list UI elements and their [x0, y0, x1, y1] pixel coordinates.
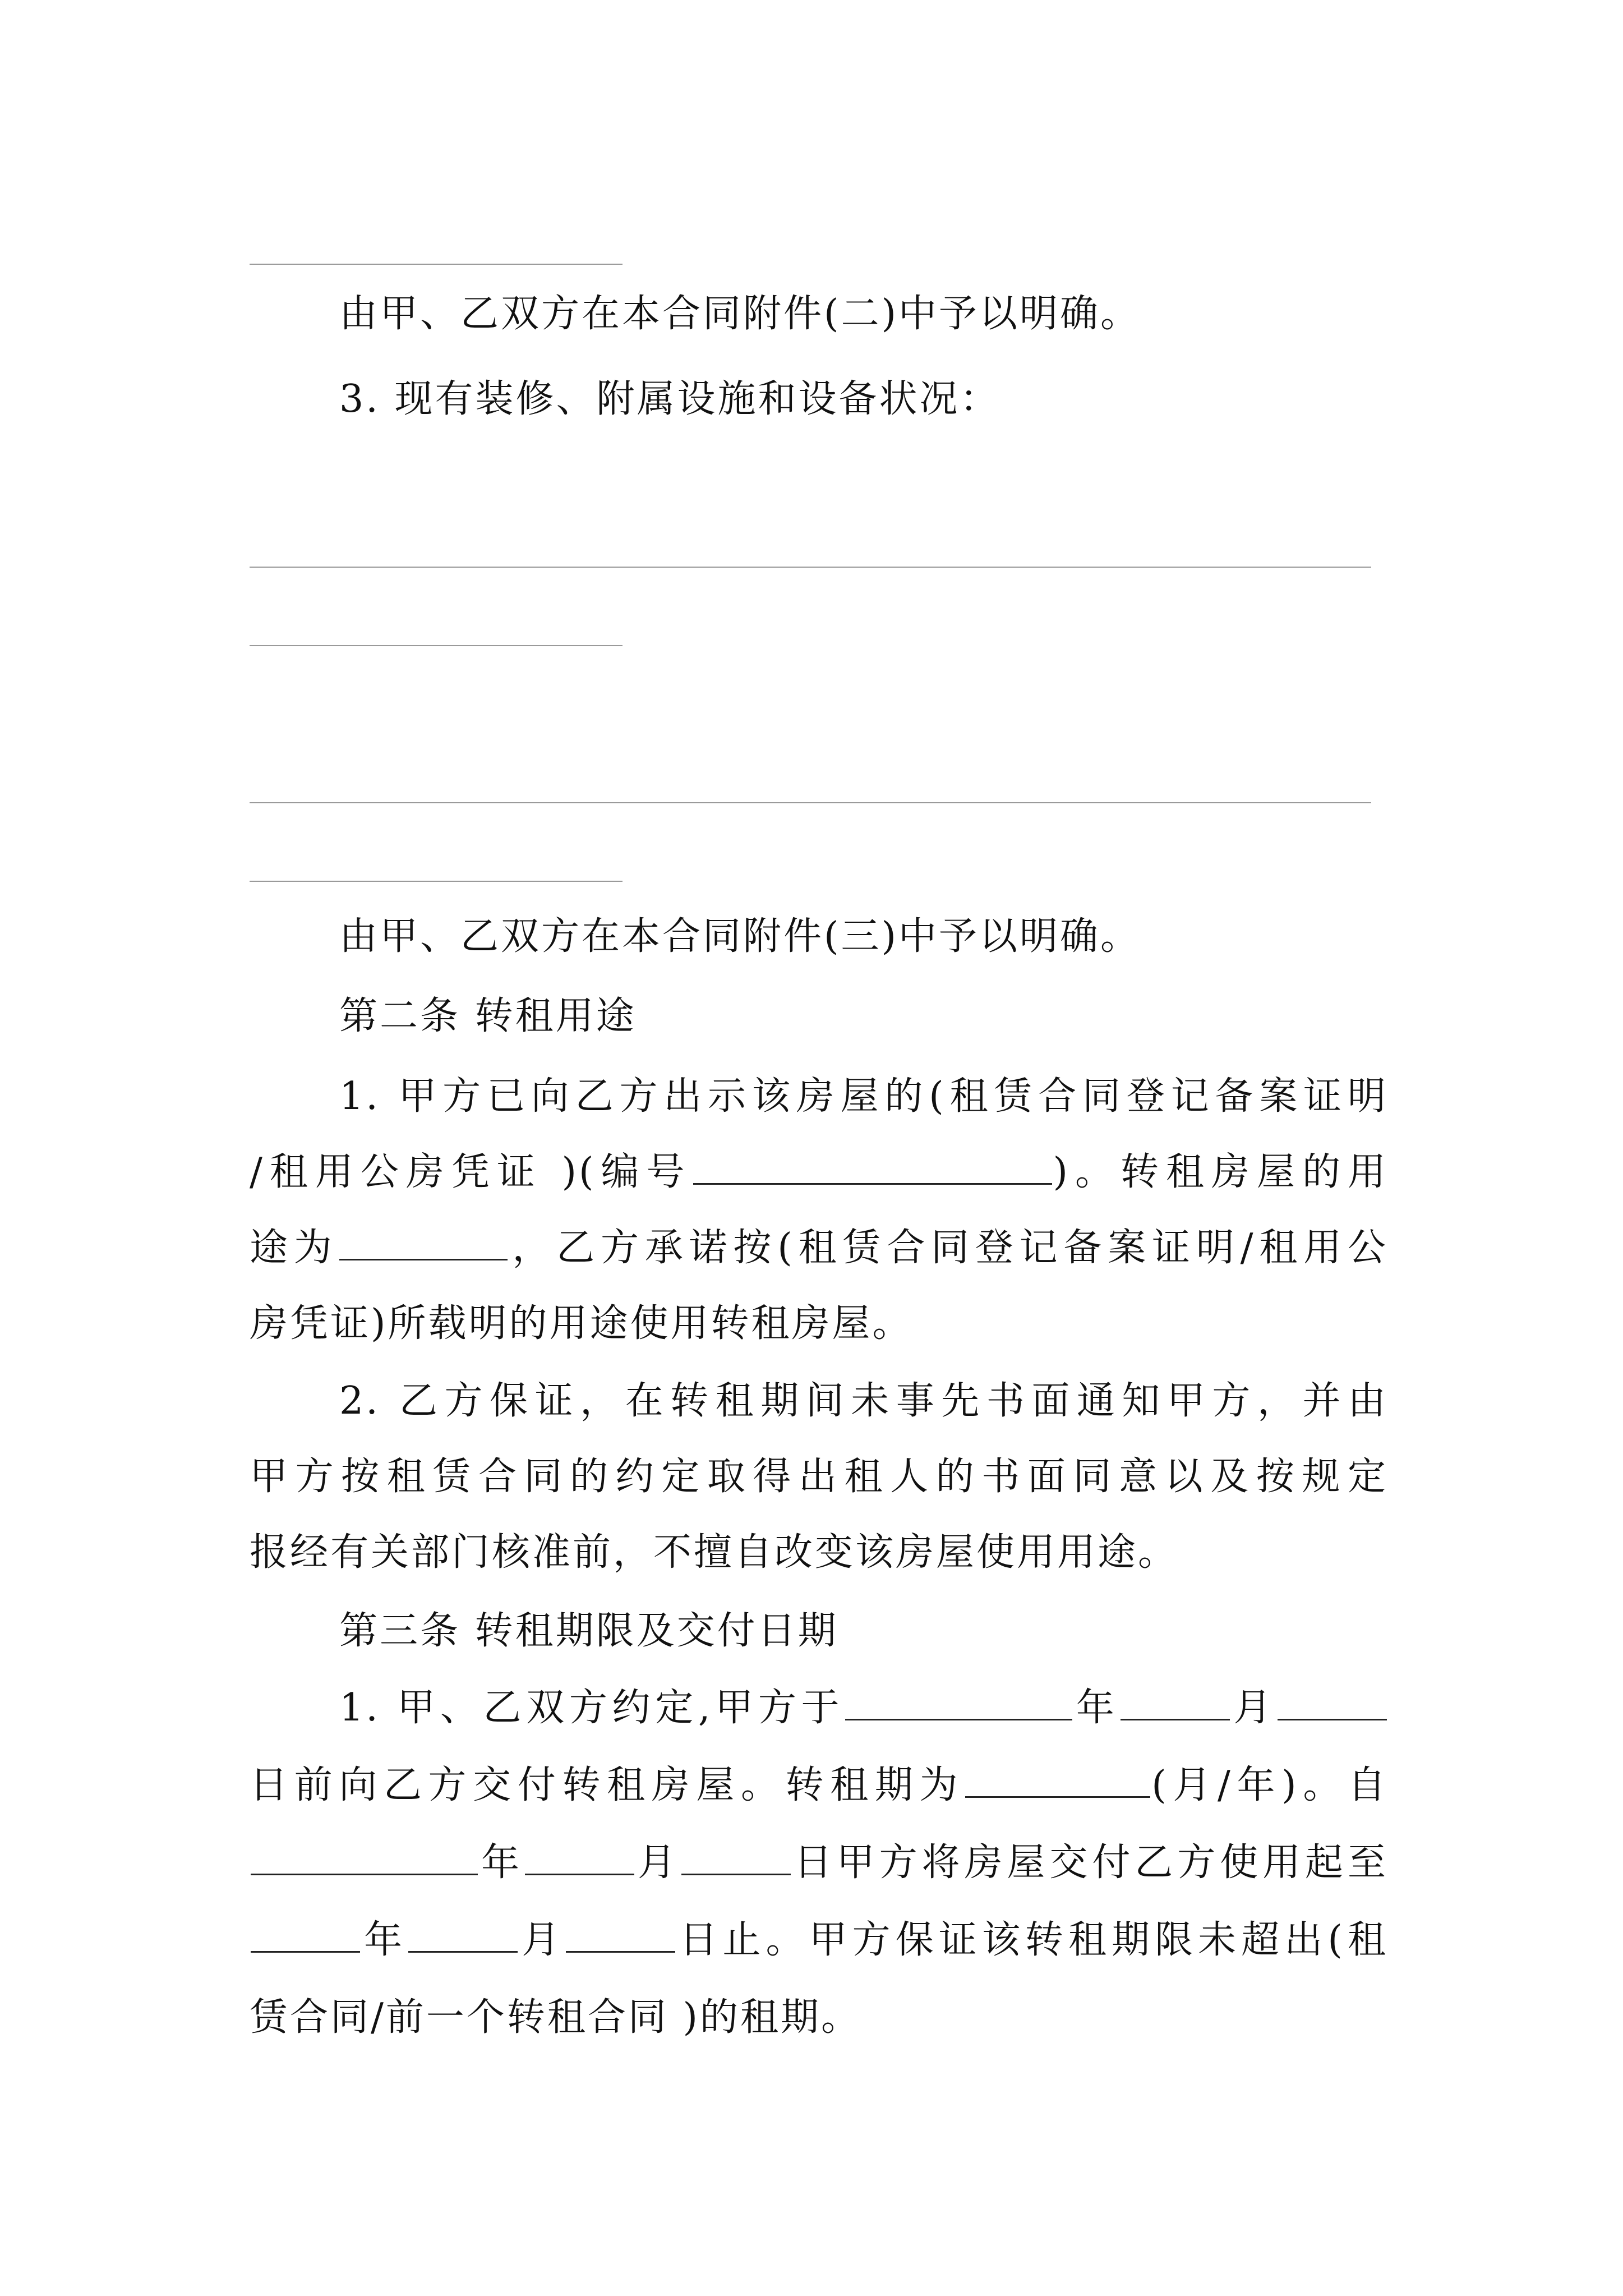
paragraph-line [250, 1763, 1388, 1808]
paragraph-text: 2. 乙方保证，在转租期间未事先书面通知甲方，并由 [339, 1379, 1388, 1423]
month-label: 月 [635, 1841, 680, 1885]
paragraph-text: (月/年)。自 [1151, 1763, 1388, 1807]
fill-in-line [250, 881, 623, 882]
paragraph-text: 3. 现有装修、附属设施和设备状况： [339, 377, 1000, 421]
fill-in-line [250, 567, 1371, 568]
paragraph-text: 房凭证)所载明的用途使用转租房屋。 [250, 1301, 913, 1346]
paragraph-text: 1. 甲、乙双方约定,甲方于 [339, 1686, 845, 1730]
blank-day[interactable] [681, 1841, 791, 1875]
article-heading [339, 1609, 1388, 1654]
paragraph-line [250, 1841, 1388, 1885]
paragraph-text: 赁合同/前一个转租合同 )的租期。 [250, 1995, 862, 2040]
paragraph-text: )。转租房屋的用 [1053, 1150, 1388, 1194]
blank-year[interactable] [251, 1841, 478, 1875]
year-label: 年 [1073, 1686, 1119, 1730]
blank-year[interactable] [845, 1686, 1072, 1720]
paragraph-line [250, 1530, 1388, 1575]
paragraph-text: 1. 甲方已向乙方出示该房屋的(租赁合同登记备案证明 [339, 1074, 1388, 1119]
paragraph-text: 甲方按租赁合同的约定取得出租人的书面同意以及按规定 [250, 1455, 1388, 1499]
paragraph-line [339, 1686, 1388, 1731]
blank-field[interactable] [339, 1226, 508, 1260]
fill-in-line [250, 645, 623, 646]
blank-day[interactable] [1278, 1686, 1387, 1720]
blank-month[interactable] [408, 1918, 518, 1953]
paragraph-line [339, 1074, 1388, 1119]
paragraph [339, 377, 1388, 422]
paragraph-text: 日甲方将房屋交付乙方使用起至 [791, 1841, 1388, 1885]
paragraph-text: /租用公房凭证 )(编号 [250, 1150, 692, 1194]
paragraph-text: 由甲、乙双方在本合同附件(二)中予以明确。 [339, 292, 1141, 336]
year-label: 年 [479, 1841, 524, 1885]
blank-day[interactable] [566, 1918, 675, 1953]
blank-field[interactable] [693, 1151, 1052, 1185]
fill-in-line [250, 802, 1371, 803]
paragraph-line [250, 1455, 1388, 1499]
paragraph-line [250, 1226, 1388, 1271]
month-label: 月 [1230, 1686, 1276, 1730]
paragraph-text: 途为 [250, 1226, 338, 1270]
paragraph-line [250, 1150, 1388, 1195]
paragraph [339, 914, 1388, 959]
blank-month[interactable] [525, 1841, 634, 1875]
paragraph-text: ，乙方承诺按(租赁合同登记备案证明/租用公 [508, 1226, 1388, 1270]
blank-term[interactable] [965, 1764, 1150, 1798]
paragraph-text: 报经有关部门核准前，不擅自改变该房屋使用用途。 [250, 1530, 1179, 1575]
paragraph-text: 日止。甲方保证该转租期限未超出(租 [676, 1918, 1388, 1962]
blank-year[interactable] [251, 1918, 360, 1953]
article-title: 第三条 转租期限及交付日期 [339, 1609, 838, 1653]
paragraph-line [339, 1379, 1388, 1424]
month-label: 月 [519, 1918, 565, 1962]
blank-month[interactable] [1121, 1686, 1230, 1720]
article-heading [339, 994, 1388, 1039]
paragraph-line [250, 1995, 1388, 2040]
year-label: 年 [361, 1918, 408, 1962]
fill-in-line [250, 264, 623, 265]
article-title: 第二条 转租用途 [339, 994, 637, 1038]
paragraph [339, 292, 1388, 337]
paragraph-line [250, 1918, 1388, 1963]
paragraph-text: 由甲、乙双方在本合同附件(三)中予以明确。 [339, 914, 1141, 959]
paragraph-text: 日前向乙方交付转租房屋。转租期为 [250, 1763, 965, 1807]
paragraph-line [250, 1301, 1388, 1346]
